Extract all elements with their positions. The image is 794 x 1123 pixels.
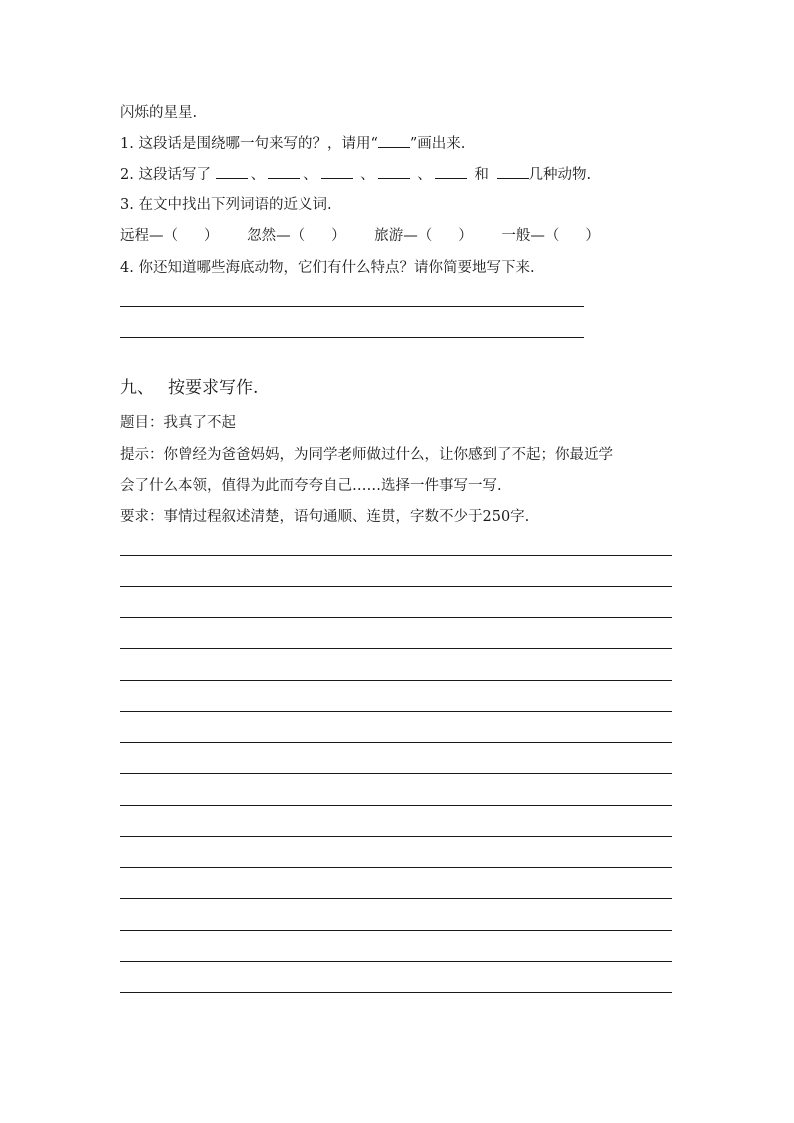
question-2-sep: 、 bbox=[250, 167, 266, 183]
synonym-word: 旅游 bbox=[374, 228, 404, 244]
synonym-item bbox=[501, 226, 600, 246]
question-2-sep: 、 bbox=[417, 167, 432, 183]
question-2-sep: 、 bbox=[360, 167, 375, 183]
section-9-title: 按要求写作. bbox=[168, 378, 259, 398]
answer-line[interactable] bbox=[120, 306, 584, 307]
synonym-dash: — bbox=[149, 228, 164, 244]
question-2-sep: 、 bbox=[303, 167, 318, 183]
synonym-open-paren: （ bbox=[290, 228, 306, 244]
synonym-item bbox=[247, 226, 346, 246]
essay-hint-text: 会了什么本领，值得为此而夸夸自己……选择一件事写一写. bbox=[120, 478, 502, 494]
writing-line[interactable] bbox=[120, 617, 672, 618]
question-1 bbox=[120, 133, 465, 154]
section-9-heading bbox=[120, 376, 258, 400]
question-2-blank-1[interactable] bbox=[216, 164, 248, 179]
synonym-row bbox=[120, 226, 624, 246]
question-2-blank-2[interactable] bbox=[268, 164, 300, 179]
essay-topic-text: 题目：我真了不起 bbox=[120, 415, 236, 431]
synonym-close-paren: ） bbox=[585, 228, 600, 244]
question-4-text: 4. 你还知道哪些海底动物，它们有什么特点？请你简要地写下来. bbox=[120, 260, 535, 276]
question-3 bbox=[120, 195, 332, 215]
writing-line[interactable] bbox=[120, 805, 672, 806]
answer-line[interactable] bbox=[120, 337, 584, 338]
writing-line[interactable] bbox=[120, 930, 672, 931]
synonym-open-paren: （ bbox=[417, 228, 433, 244]
question-1-before: 1. 这段话是围绕哪一句来写的？，请用“ bbox=[120, 136, 378, 152]
question-4 bbox=[120, 258, 535, 278]
synonym-item bbox=[120, 226, 219, 246]
synonym-word: 忽然 bbox=[247, 228, 277, 244]
essay-hint-line-1 bbox=[120, 445, 613, 465]
writing-line[interactable] bbox=[120, 555, 672, 556]
question-2-and: 和 bbox=[474, 167, 489, 183]
passage-tail bbox=[120, 103, 197, 123]
writing-line[interactable] bbox=[120, 711, 672, 712]
synonym-open-paren: （ bbox=[544, 228, 560, 244]
writing-line[interactable] bbox=[120, 898, 672, 899]
synonym-word: 一般 bbox=[501, 228, 531, 244]
question-2-suffix: 几种动物. bbox=[528, 167, 592, 183]
question-1-after: ”画出来. bbox=[409, 136, 466, 152]
writing-line[interactable] bbox=[120, 992, 672, 993]
writing-line[interactable] bbox=[120, 867, 672, 868]
question-2-blank-5[interactable] bbox=[435, 164, 467, 179]
question-2-blank-6[interactable] bbox=[497, 164, 529, 179]
synonym-close-paren: ） bbox=[458, 228, 473, 244]
essay-topic bbox=[120, 413, 236, 433]
synonym-dash: — bbox=[403, 228, 418, 244]
synonym-word: 远程 bbox=[120, 228, 149, 244]
synonym-open-paren: （ bbox=[163, 228, 178, 244]
question-2-prefix: 2. 这段话写了 bbox=[120, 167, 216, 183]
synonym-item bbox=[374, 226, 473, 246]
synonym-close-paren: ） bbox=[331, 228, 346, 244]
writing-line[interactable] bbox=[120, 773, 672, 774]
writing-line[interactable] bbox=[120, 836, 672, 837]
synonym-close-paren: ） bbox=[204, 228, 219, 244]
question-2-blank-4[interactable] bbox=[378, 164, 410, 179]
passage-tail-text: 闪烁的星星. bbox=[120, 105, 198, 121]
writing-line[interactable] bbox=[120, 742, 672, 743]
question-3-text: 3. 在文中找出下列词语的近义词. bbox=[120, 197, 332, 213]
writing-line[interactable] bbox=[120, 680, 672, 681]
synonym-dash: — bbox=[530, 228, 545, 244]
question-1-blank[interactable] bbox=[378, 133, 410, 148]
essay-hint-text: 提示：你曾经为爸爸妈妈，为同学老师做过什么，让你感到了不起；你最近学 bbox=[120, 447, 613, 463]
essay-requirement bbox=[120, 507, 529, 527]
section-9-number: 九、 bbox=[120, 378, 154, 398]
question-2-blank-3[interactable] bbox=[321, 164, 353, 179]
writing-line[interactable] bbox=[120, 648, 672, 649]
writing-line[interactable] bbox=[120, 961, 672, 962]
synonym-dash: — bbox=[276, 228, 291, 244]
essay-hint-line-2 bbox=[120, 476, 502, 496]
question-2 bbox=[120, 164, 591, 185]
writing-line[interactable] bbox=[120, 586, 672, 587]
essay-requirement-text: 要求：事情过程叙述清楚，语句通顺、连贯，字数不少于250字. bbox=[120, 509, 530, 525]
